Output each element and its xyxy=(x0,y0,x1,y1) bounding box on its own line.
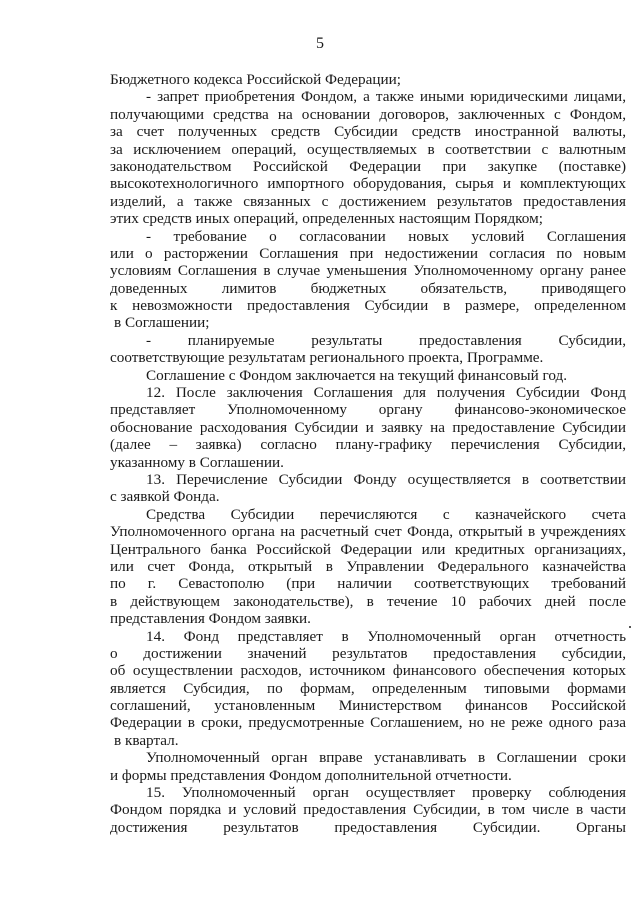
text-line: 13. Перечисление Субсидии Фонду осуществляется в соответствии xyxy=(146,470,626,488)
text-line: (далее – заявка) согласно плану-графику перечисления Субсидии, xyxy=(110,436,626,454)
text-line: 12. После заключения Соглашения для получения Субсидии Фонд xyxy=(146,384,626,402)
text-line: является Субсидия, по формам, определенным типовыми формами xyxy=(110,679,626,697)
text-line: по г. Севастополю (при наличии соответствующих требований xyxy=(110,575,626,593)
text-line: представления Фондом заявки. xyxy=(110,610,311,628)
scan-speck xyxy=(629,626,631,628)
text-line: Соглашение с Фондом заключается на текущий финансовый год. xyxy=(146,366,568,384)
text-line: получающими средства на основании договоров, заключенных с Фондом, xyxy=(110,105,626,123)
text-line: 14. Фонд представляет в Уполномоченный орган отчетность xyxy=(146,627,626,645)
text-line: Центрального банка Российской Федерации или кредитных организациях, xyxy=(110,540,626,558)
text-line: законодательством Российской Федерации при закупке (поставке) xyxy=(110,157,626,175)
text-line: Бюджетного кодекса Российской Федерации; xyxy=(110,71,401,88)
text-line: представляет Уполномоченному органу финансово-экономическое xyxy=(110,401,626,419)
text-line: высокотехнологичного импортного оборудования, сырья и комплектующих xyxy=(110,175,626,193)
text-line: об осуществлении расходов, источником финансового обеспечения которых xyxy=(110,662,626,680)
text-line: с заявкой Фонда. xyxy=(110,488,220,506)
text-line: к невозможности предоставления Субсидии в размере, определенном xyxy=(110,297,626,315)
text-line: достижения результатов предоставления Субсидии. Органы xyxy=(110,818,626,836)
text-line: 15. Уполномоченный орган осуществляет проверку соблюдения xyxy=(146,784,626,802)
text-line: обоснование расходования Субсидии и заявку на предоставление Субсидии xyxy=(110,418,626,436)
text-line: изделий, а также связанных с достижением результатов предоставления xyxy=(110,192,626,210)
text-line: - требование о согласовании новых условий Соглашения xyxy=(146,227,626,245)
text-line: или счет Фонда, открытый в Управлении Федерального казначейства xyxy=(110,557,626,575)
text-line: Средства Субсидии перечисляются с казначейского счета xyxy=(146,505,626,523)
text-line: указанному в Соглашении. xyxy=(110,453,284,471)
page-number: 5 xyxy=(316,35,324,52)
text-line: за счет полученных средств Субсидии средств иностранной валюты, xyxy=(110,123,626,141)
text-line: или о расторжении Соглашения при недостижении согласия по новым xyxy=(110,244,626,262)
text-line: условиям Соглашения в случае уменьшения Уполномоченному органу ранее xyxy=(110,262,626,280)
text-line: - планируемые результаты предоставления Субсидии, xyxy=(146,331,626,349)
text-line: соглашений, установленным Министерством финансов Российской xyxy=(110,697,626,715)
text-line: Федерации в сроки, предусмотренные Соглашением, но не реже одного раза xyxy=(110,714,626,732)
text-line: соответствующие результатам регионального проекта, Программе. xyxy=(110,349,544,367)
text-line: в действующем законодательстве), в течение 10 рабочих дней после xyxy=(110,592,626,610)
text-line: этих средств иных операций, определенных настоящим Порядком; xyxy=(110,210,543,228)
text-line: Уполномоченный орган вправе устанавливать в Соглашении сроки xyxy=(146,749,626,767)
text-line: в квартал. xyxy=(114,731,179,749)
text-line: и формы представления Фондом дополнительной отчетности. xyxy=(110,766,512,784)
text-line: - запрет приобретения Фондом, а также иными юридическими лицами, xyxy=(146,88,626,106)
text-line: о достижении значений результатов предоставления субсидии, xyxy=(110,644,626,662)
text-line: в Соглашении; xyxy=(114,314,210,332)
text-line: Фондом порядка и условий предоставления Субсидии, в том числе в части xyxy=(110,801,626,819)
text-line: доведенных лимитов бюджетных обязательств, приводящего xyxy=(110,279,626,297)
text-line: Уполномоченного органа на расчетный счет Фонда, открытый в учреждениях xyxy=(110,523,626,541)
text-line: за исключением операций, осуществляемых в соответствии с валютным xyxy=(110,140,626,158)
document-body xyxy=(0,71,640,836)
